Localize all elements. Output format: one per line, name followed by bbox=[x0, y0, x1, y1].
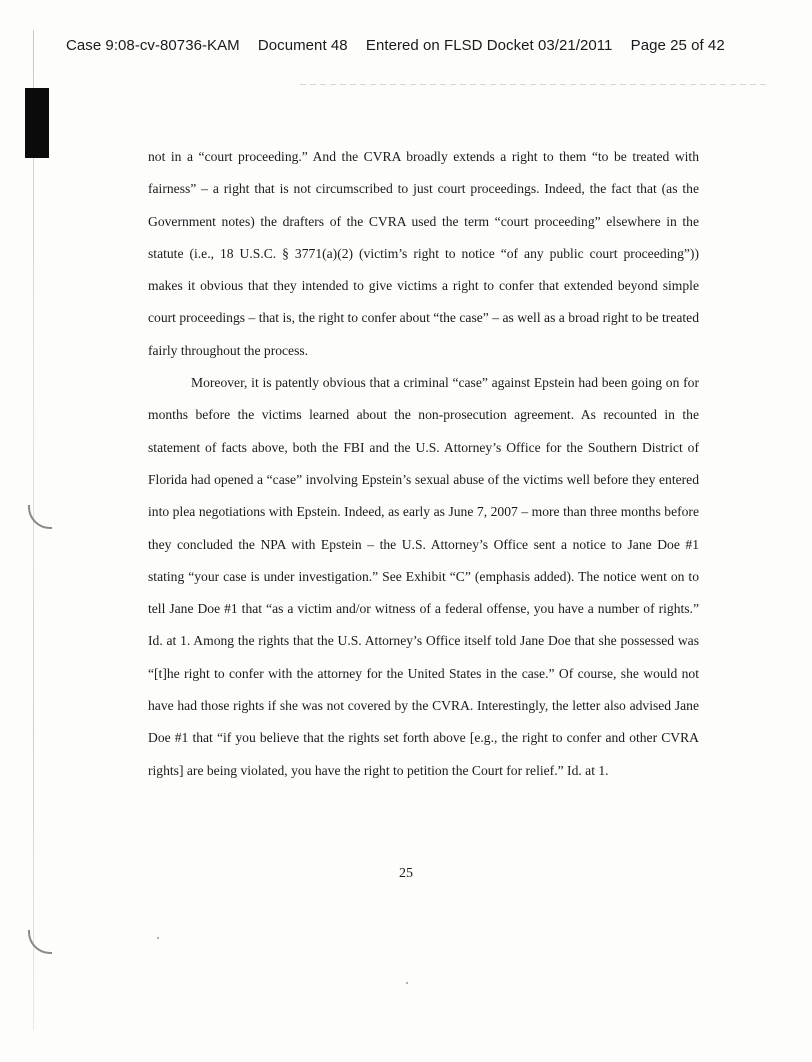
punch-hole-mark bbox=[28, 505, 52, 529]
text-line: court proceedings – that is, the right to confer about “the case” – as well as a broad right to be bbox=[148, 310, 659, 326]
text-line: treated fairly throughout the process. bbox=[148, 310, 699, 358]
document-number: Document 48 bbox=[257, 37, 348, 54]
docket-header bbox=[66, 37, 756, 54]
page-number: 25 bbox=[399, 866, 413, 881]
text-line: Government notes) the drafters of the CVRA used the term “court proceeding” elsewhere in the bbox=[148, 213, 699, 229]
header-rule bbox=[300, 84, 770, 85]
text-line: petition the Court for relief.” Id. at 1. bbox=[406, 762, 609, 778]
page-indicator: Page 25 of 42 bbox=[630, 37, 725, 54]
scan-speck bbox=[157, 937, 159, 939]
text-line: above [e.g., the right to confer and other CVRA rights] are being violated, you have the right to bbox=[148, 730, 699, 778]
text-line: not in a “court proceeding.” And the CVRA broadly extends a right to them “to be treated with bbox=[148, 149, 699, 164]
text-line: Doe that she possessed was “[t]he right to confer with the attorney for the United States in the bbox=[148, 633, 699, 681]
text-line: entered into plea negotiations with Epstein. Indeed, as early as June 7, 2007 – more than three bbox=[148, 471, 699, 520]
paragraph bbox=[148, 367, 699, 787]
case-number: Case 9:08-cv-80736-KAM bbox=[66, 37, 240, 54]
text-line: notice went on to tell Jane Doe #1 that “as a victim and/or witness of a federal offense, you have bbox=[148, 568, 699, 617]
text-line: fairness” – a right that is not circumscribed to just court proceedings. Indeed, the fact that (as the bbox=[148, 181, 699, 197]
paragraph bbox=[148, 141, 699, 367]
punch-hole-mark bbox=[28, 930, 52, 954]
text-line: Florida had opened a “case” involving Epstein’s sexual abuse of the victims well before they bbox=[148, 471, 656, 487]
redaction-tab bbox=[25, 88, 49, 158]
text-line: months before they concluded the NPA with Epstein – the U.S. Attorney’s Office sent a notice to bbox=[148, 504, 699, 552]
text-line: case.” Of course, she would not have had those rights if she was not covered by the CVRA. bbox=[148, 665, 699, 714]
text-line: Jane Doe #1 stating “your case is under investigation.” See Exhibit “C” (emphasis added). The bbox=[148, 536, 699, 584]
text-line: for months before the victims learned about the non-prosecution agreement. As recounted in the bbox=[148, 375, 699, 423]
docket-entry: Entered on FLSD Docket 03/21/2011 bbox=[365, 37, 613, 54]
text-line: Interestingly, the letter also advised Jane Doe #1 that “if you believe that the rights set forth bbox=[148, 698, 699, 746]
text-line: Moreover, it is patently obvious that a criminal “case” against Epstein had been going on bbox=[191, 375, 680, 391]
text-line: makes it obvious that they intended to give victims a right to confer that extended beyond simple bbox=[148, 278, 699, 294]
body-text bbox=[148, 141, 699, 787]
scan-speck bbox=[406, 982, 408, 984]
text-line: a number of rights.” Id. at 1. Among the rights that the U.S. Attorney’s Office itself told Jane bbox=[148, 601, 699, 649]
text-line: statement of facts above, both the FBI and the U.S. Attorney’s Office for the Southern District of bbox=[148, 439, 699, 455]
text-line: statute (i.e., 18 U.S.C. § 3771(a)(2) (victim’s right to notice “of any public court proceeding”)) bbox=[148, 245, 699, 261]
